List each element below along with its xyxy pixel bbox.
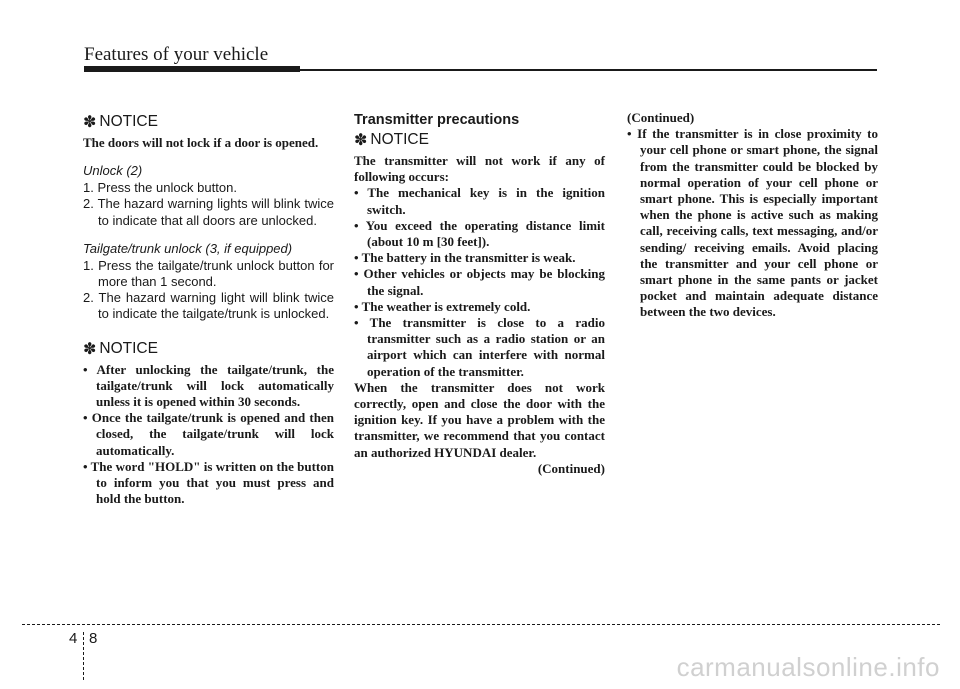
list-item: • The word "HOLD" is written on the button to inform you that you must press and hold the button. <box>83 458 334 507</box>
list-item: • Other vehicles or objects may be blocking the signal. <box>354 266 605 298</box>
page-number: 8 <box>89 630 98 647</box>
list-item: 2. The hazard warning lights will blink twice to indicate that all doors are unlocked. <box>83 196 334 228</box>
tailgate-heading: Tailgate/trunk unlock (3, if equipped) <box>83 240 293 256</box>
watermark: carmanualsonline.info <box>676 652 940 682</box>
notice-intro: The transmitter will not work if any of following occurs: <box>354 153 605 185</box>
notice-bullets <box>627 126 878 320</box>
unlock-steps <box>83 180 334 229</box>
notice-star-icon: ✽ <box>354 132 368 149</box>
column-1 <box>83 112 334 507</box>
page-header-title: Features of your vehicle <box>84 44 269 65</box>
list-item: • Once the tailgate/trunk is opened and then closed, the tailgate/trunk will lock automatically. <box>83 410 334 458</box>
notice-label: NOTICE <box>99 113 158 130</box>
notice-heading <box>83 339 334 359</box>
section-heading: Transmitter precautions <box>354 112 520 128</box>
notice-paragraph: When the transmitter does not work correctly, open and close the door with the ignition key. If you have a problem with the transmitter, we recommend that you contact an authorized HYUNDAI dealer. <box>354 379 605 460</box>
list-item: 1. Press the tailgate/trunk unlock button for more than 1 second. <box>83 257 334 290</box>
list-item: • The weather is extremely cold. <box>354 298 531 314</box>
unlock-heading: Unlock (2) <box>83 163 143 179</box>
column-2 <box>354 112 605 477</box>
list-item: • If the transmitter is in close proximity to your cell phone or smart phone, the signal from the transmitter could be blocked by normal operation of your cell phone or smart phone. This is especially important when the phone is active such as making call, receiving calls, text messaging, and/or sending/ receiving emails. Avoid placing the transmitter and your cell phone or smart phone in the same pants or jacket pocket and maintain adequate distance between the two devices. <box>627 126 878 320</box>
notice-heading <box>354 130 605 150</box>
notice-bullets <box>83 362 334 508</box>
header-rule-thick <box>84 66 300 72</box>
column-3 <box>627 110 878 321</box>
list-item: • After unlocking the tailgate/trunk, the tailgate/trunk will lock automatically unless it is opened within 30 seconds. <box>83 361 334 410</box>
list-item: • The transmitter is close to a radio transmitter such as a radio station or an airport which can interfere with normal operation of the transmitter. <box>354 315 605 379</box>
list-item: 1. Press the unlock button. <box>83 180 237 196</box>
notice-label: NOTICE <box>99 339 158 357</box>
header-rule-thin <box>300 69 877 71</box>
notice-star-icon: ✽ <box>83 114 97 131</box>
notice-heading <box>83 112 334 132</box>
notice-text: The doors will not lock if a door is opened. <box>83 135 319 150</box>
footer-vertical-divider <box>83 632 84 680</box>
notice-star-icon: ✽ <box>83 340 97 358</box>
continued-label: (Continued) <box>627 110 695 125</box>
continued-label: (Continued) <box>537 460 605 476</box>
notice-label: NOTICE <box>370 131 429 148</box>
list-item: • The battery in the transmitter is weak. <box>354 250 576 266</box>
list-item: • The mechanical key is in the ignition switch. <box>354 185 605 217</box>
tailgate-steps <box>83 258 334 323</box>
list-item: 2. The hazard warning light will blink twice to indicate the tailgate/trunk is unlocked. <box>83 290 334 322</box>
footer-divider <box>22 624 940 625</box>
list-item: • You exceed the operating distance limit (about 10 m [30 feet]). <box>354 217 605 250</box>
chapter-number: 4 <box>69 630 78 647</box>
notice-bullets <box>354 185 605 379</box>
